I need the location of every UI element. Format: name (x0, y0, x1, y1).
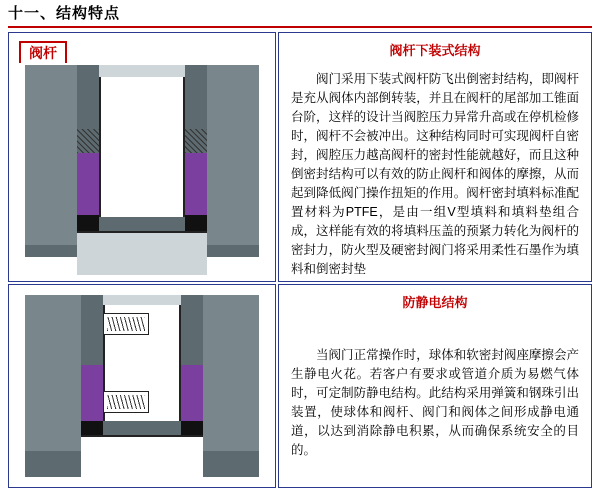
antistatic-body-wrap (279, 336, 591, 468)
panel-antistatic-image (8, 284, 276, 488)
spring-coil-icon (107, 317, 145, 331)
antistatic-left-seal-dark (81, 421, 103, 435)
title-underline-rule (8, 26, 592, 28)
stem-structure-heading: 阀杆下装式结构 (389, 43, 481, 58)
drawing-right-seat-purple (185, 153, 207, 215)
drawing-right-seal-dark (185, 215, 207, 231)
panel-stem-bottom-mounted-text (278, 32, 592, 282)
antistatic-text-inner (279, 285, 591, 487)
drawing-left-seal-dark (77, 215, 99, 231)
antistatic-lower-spring-detail (103, 391, 149, 413)
stem-structure-body: 阀门采用下装式阀杆防飞出倒密封结构，即阀杆是充从阀体内部倒转装，并且在阀杆的尾部加工锥面台阶，这样的设计当阀腔压力异常升高或在停机检修时，阀杆不会被冲出。这种结构同时可实现阀杆自密封，阀腔压力越高阀杆的密封性能就越好，而且这种倒密封结构可以有效的防止阀杆和阀体的摩擦，从而起到降低阀门操作扭矩的作用。阀杆密封填料标准配置材料为PTFE，是由一组V型填料和填料垫组合成，这样能有效的将填料压盖的预紧力转化为阀杆的密封力，防火型及硬密封阀门将采用柔性石墨作为填料和倒密封垫 (291, 72, 579, 276)
antistatic-body: 当阀门正常操作时，球体和软密封阀座摩擦会产生静电火花。若客户有要求或管道介质为易燃气体时，可定制防静电结构。此结构采用弹簧和钢珠引出装置，使球体和阀杆、阀门和阀体之间形成静电通道，以达到消除静电积累，从而确保系统安全的目的。 (291, 348, 579, 457)
drawing-left-flange (25, 245, 77, 257)
antistatic-right-seat-purple (181, 365, 203, 421)
section-title-bar (8, 4, 592, 30)
drawing-stem-column (99, 65, 185, 217)
antistatic-lower-body (81, 435, 203, 479)
stem-structure-body-wrap (279, 60, 591, 287)
panel-antistatic-text (278, 284, 592, 488)
panel-valve-stem-image (8, 32, 276, 282)
spring-coil-icon (107, 395, 145, 409)
antistatic-heading: 防静电结构 (402, 295, 468, 310)
drawing-lower-body (77, 231, 207, 275)
antistatic-device-sectional-drawing (15, 291, 269, 481)
antistatic-left-shell (25, 295, 81, 451)
drawing-stem-cap (99, 65, 185, 77)
drawing-left-packing-hatch (77, 129, 99, 153)
panel-grid (8, 32, 592, 488)
antistatic-upper-spring-detail (103, 313, 149, 335)
antistatic-left-seat-purple (81, 365, 103, 421)
valve-stem-label: 阀杆 (29, 45, 57, 61)
drawing-left-seat-purple (77, 153, 99, 215)
page-title: 十一、结构特点 (8, 5, 121, 22)
valve-stem-sectional-drawing (15, 63, 269, 275)
antistatic-right-shell (203, 295, 259, 451)
drawing-right-flange (207, 245, 259, 257)
antistatic-right-seal-dark (181, 421, 203, 435)
drawing-right-shell (207, 65, 259, 245)
drawing-right-packing-hatch (185, 129, 207, 153)
antistatic-stem-cap (103, 295, 181, 305)
drawing-left-shell (25, 65, 77, 245)
